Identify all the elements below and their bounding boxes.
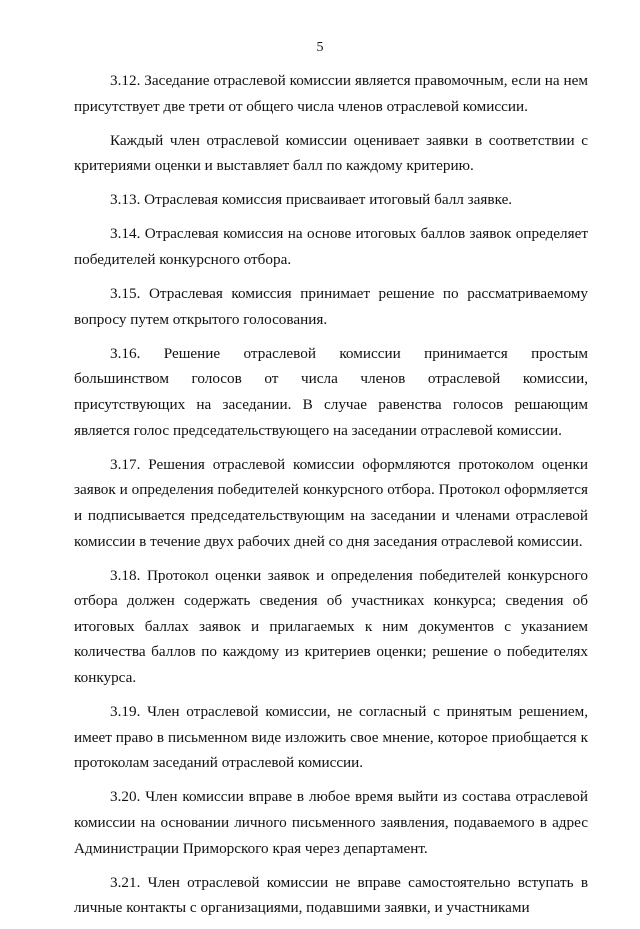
paragraph-3-15: 3.15. Отраслевая комиссия принимает решение по рассматриваемому вопросу путем открытого голосования. <box>74 285 588 328</box>
paragraph-3-17: 3.17. Решения отраслевой комиссии оформляются протоколом оценки заявок и определения победителей конкурсного отбора. Протокол оформляется и подписывается председательствующим на заседании и членами отраслевой комиссии в течение двух рабочих дней со дня заседания отраслевой комиссии. <box>74 455 588 550</box>
paragraph-3-20: 3.20. Член комиссии вправе в любое время выйти из состава отраслевой комиссии на основании личного письменного заявления, подаваемого в адрес Администрации Приморского края через департамент. <box>74 788 588 857</box>
paragraph-3-12-continued: Каждый член отраслевой комиссии оценивает заявки в соответствии с критериями оценки и выставляет балл по каждому критерию. <box>74 131 588 175</box>
paragraph-3-13: 3.13. Отраслевая комиссия присваивает итоговый балл заявке. <box>110 191 513 209</box>
paragraph-3-16: 3.16. Решение отраслевой комиссии принимается простым большинством голосов от числа членов отраслевой комиссии, присутствующих на заседании. В случае равенства голосов решающим является голос председательствующего на заседании отраслевой комиссии. <box>74 344 588 439</box>
paragraph-3-18: 3.18. Протокол оценки заявок и определения победителей конкурсного отбора должен содержать сведения об участниках конкурса; сведения об итоговых баллах заявок и прилагаемых к ним документов с указанием количества баллов по каждому из критериев оценки; решение о победителях конкурса. <box>74 566 588 686</box>
paragraph-3-14: 3.14. Отраслевая комиссия на основе итоговых баллов заявок определяет победителей конкурсного отбора. <box>74 225 588 269</box>
paragraph-3-21: 3.21. Член отраслевой комиссии не вправе самостоятельно вступать в личные контакты с организациями, подавшими заявки, и участниками <box>74 873 588 917</box>
paragraph-3-19: 3.19. Член отраслевой комиссии, не согласный с принятым решением, имеет право в письменном виде изложить свое мнение, которое приобщается к протоколам заседаний отраслевой комиссии. <box>74 703 588 772</box>
page-number: 5 <box>316 40 324 55</box>
document-body <box>74 68 588 929</box>
paragraph-3-12: 3.12. Заседание отраслевой комиссии является правомочным, если на нем присутствует две трети от общего числа членов отраслевой комиссии. <box>74 72 588 115</box>
